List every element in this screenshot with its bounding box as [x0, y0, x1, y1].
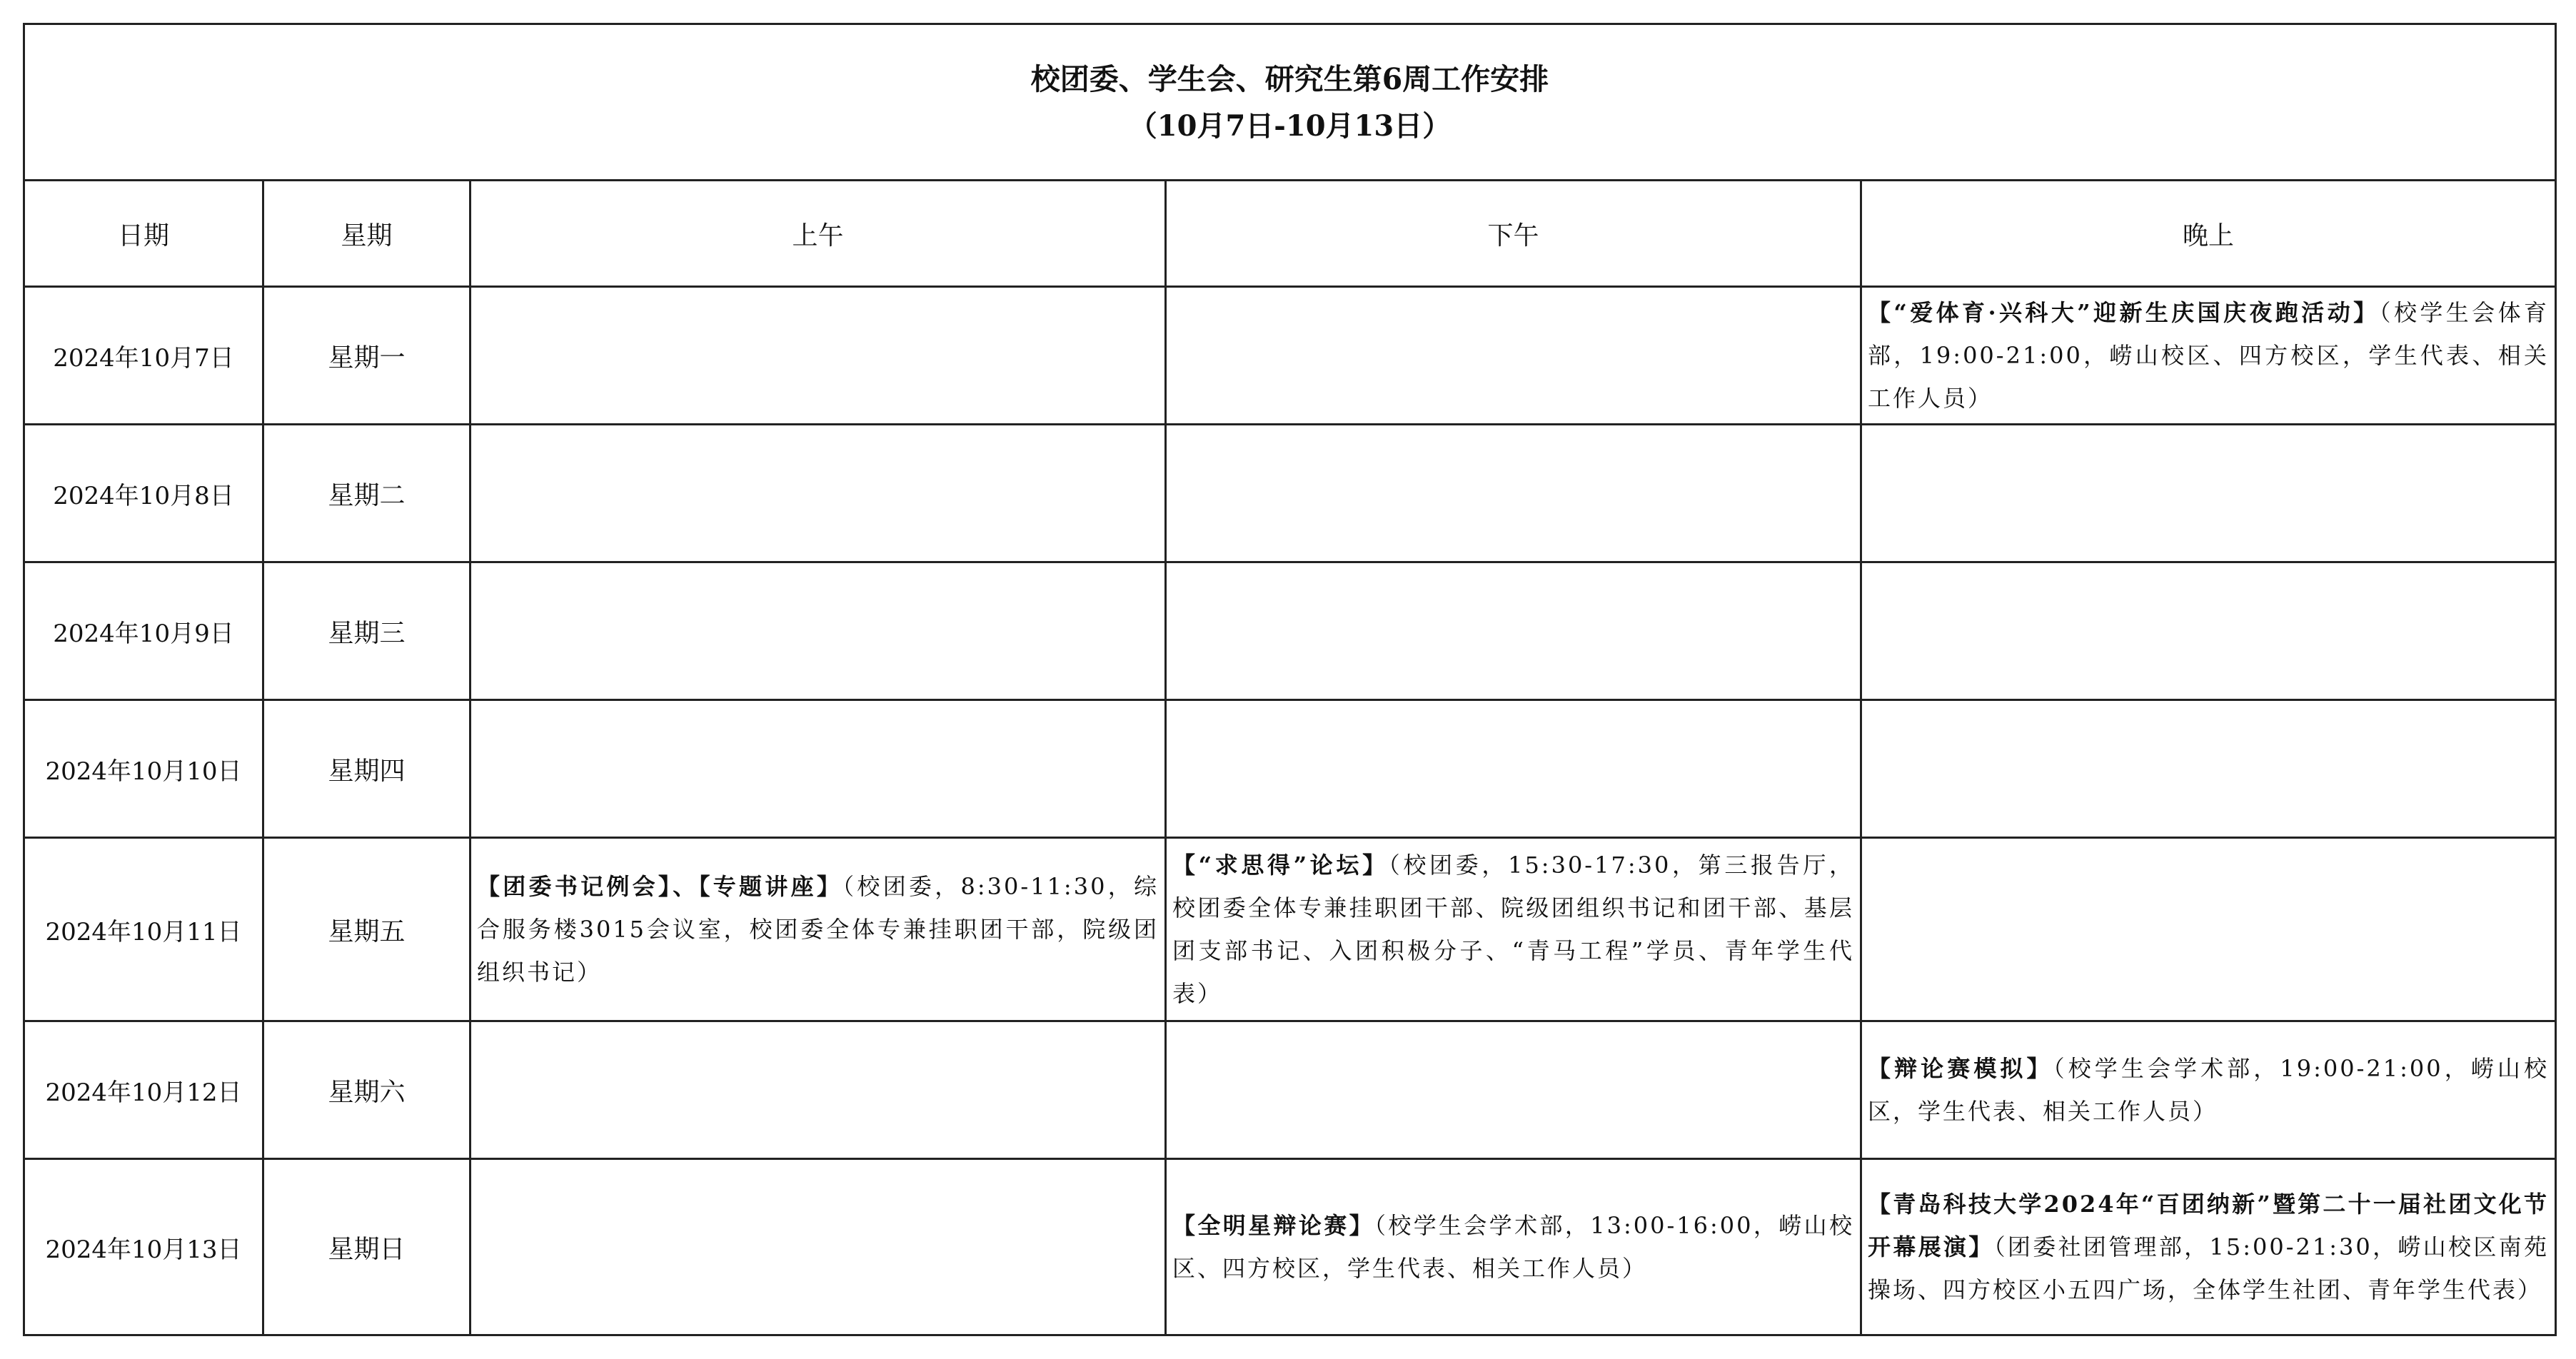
event-detail: （团委社团管理部，15:00-21:30，崂山校区南苑操场、四方校区小五四广场，全体学生社团、青年学生代表） — [1868, 1233, 2549, 1303]
date-cell: 2024年10月12日 — [24, 1021, 263, 1159]
afternoon-cell — [1166, 1159, 1861, 1335]
column-header-weekday: 星期 — [263, 181, 471, 287]
date-cell: 2024年10月7日 — [24, 287, 263, 425]
afternoon-cell — [1166, 562, 1861, 700]
column-header-afternoon: 下午 — [1166, 181, 1861, 287]
evening-cell — [1861, 1159, 2556, 1335]
table-row — [24, 1159, 2556, 1335]
date-cell: 2024年10月10日 — [24, 700, 263, 838]
weekday-cell: 星期六 — [263, 1021, 471, 1159]
event-name: 【青岛科技大学2024年“百团纳新”暨第二十一届社团文化节开幕展演】 — [1868, 1191, 2550, 1261]
column-header-evening: 晚上 — [1861, 181, 2556, 287]
event-name: 【全明星辩论赛】 — [1172, 1212, 1374, 1239]
afternoon-cell — [1166, 838, 1861, 1021]
page-title: 校团委、学生会、研究生第6周工作安排 — [1030, 62, 1549, 96]
evening-cell — [1861, 700, 2556, 838]
morning-cell — [471, 287, 1166, 425]
title-row — [24, 24, 2556, 181]
date-cell: 2024年10月9日 — [24, 562, 263, 700]
table-row — [24, 562, 2556, 700]
evening-cell — [1861, 1021, 2556, 1159]
table-row — [24, 287, 2556, 425]
weekday-cell: 星期一 — [263, 287, 471, 425]
title-cell — [24, 24, 2556, 181]
event-detail: （校学生会学术部，19:00-21:00，崂山校区，学生代表、相关工作人员） — [1868, 1055, 2549, 1125]
event-name: 【“爱体育·兴科大”迎新生庆国庆夜跑活动】 — [1868, 299, 2380, 326]
morning-cell — [471, 1159, 1166, 1335]
morning-cell — [471, 425, 1166, 562]
column-header-date: 日期 — [24, 181, 263, 287]
header-row — [24, 181, 2556, 287]
event-detail: （校学生会学术部，13:00-16:00，崂山校区、四方校区，学生代表、相关工作人员） — [1172, 1212, 1854, 1282]
weekday-cell: 星期日 — [263, 1159, 471, 1335]
afternoon-cell — [1166, 700, 1861, 838]
date-cell: 2024年10月13日 — [24, 1159, 263, 1335]
schedule-table — [23, 23, 2557, 1336]
evening-cell — [1861, 562, 2556, 700]
morning-cell — [471, 700, 1166, 838]
table-row — [24, 700, 2556, 838]
afternoon-cell — [1166, 1021, 1861, 1159]
event-name: 【辩论赛模拟】 — [1868, 1055, 2053, 1082]
date-cell: 2024年10月11日 — [24, 838, 263, 1021]
afternoon-cell — [1166, 425, 1861, 562]
weekday-cell: 星期四 — [263, 700, 471, 838]
morning-cell — [471, 562, 1166, 700]
event-name: 【“求思得”论坛】 — [1172, 852, 1389, 879]
table-row — [24, 1021, 2556, 1159]
evening-cell — [1861, 287, 2556, 425]
event-detail: （校团委，8:30-11:30，综合服务楼3015会议室，校团委全体专兼挂职团干部，院级团组织书记） — [477, 873, 1159, 986]
evening-cell — [1861, 838, 2556, 1021]
table-row — [24, 425, 2556, 562]
morning-cell — [471, 838, 1166, 1021]
evening-cell — [1861, 425, 2556, 562]
date-cell: 2024年10月8日 — [24, 425, 263, 562]
weekday-cell: 星期三 — [263, 562, 471, 700]
event-detail: （校团委，15:30-17:30，第三报告厅，校团委全体专兼挂职团干部、院级团组织书记和团干部、基层团支部书记、入团积极分子、“青马工程”学员、青年学生代表） — [1172, 852, 1854, 1007]
column-header-morning: 上午 — [471, 181, 1166, 287]
page-subtitle-date-range: （10月7日-10月13日） — [1128, 109, 1451, 143]
schedule-sheet — [23, 23, 2555, 1336]
table-row — [24, 838, 2556, 1021]
afternoon-cell — [1166, 287, 1861, 425]
event-name: 【团委书记例会】、【专题讲座】 — [477, 873, 843, 900]
event-detail: （校学生会体育部，19:00-21:00，崂山校区、四方校区，学生代表、相关工作人员） — [1868, 299, 2550, 412]
morning-cell — [471, 1021, 1166, 1159]
weekday-cell: 星期二 — [263, 425, 471, 562]
weekday-cell: 星期五 — [263, 838, 471, 1021]
